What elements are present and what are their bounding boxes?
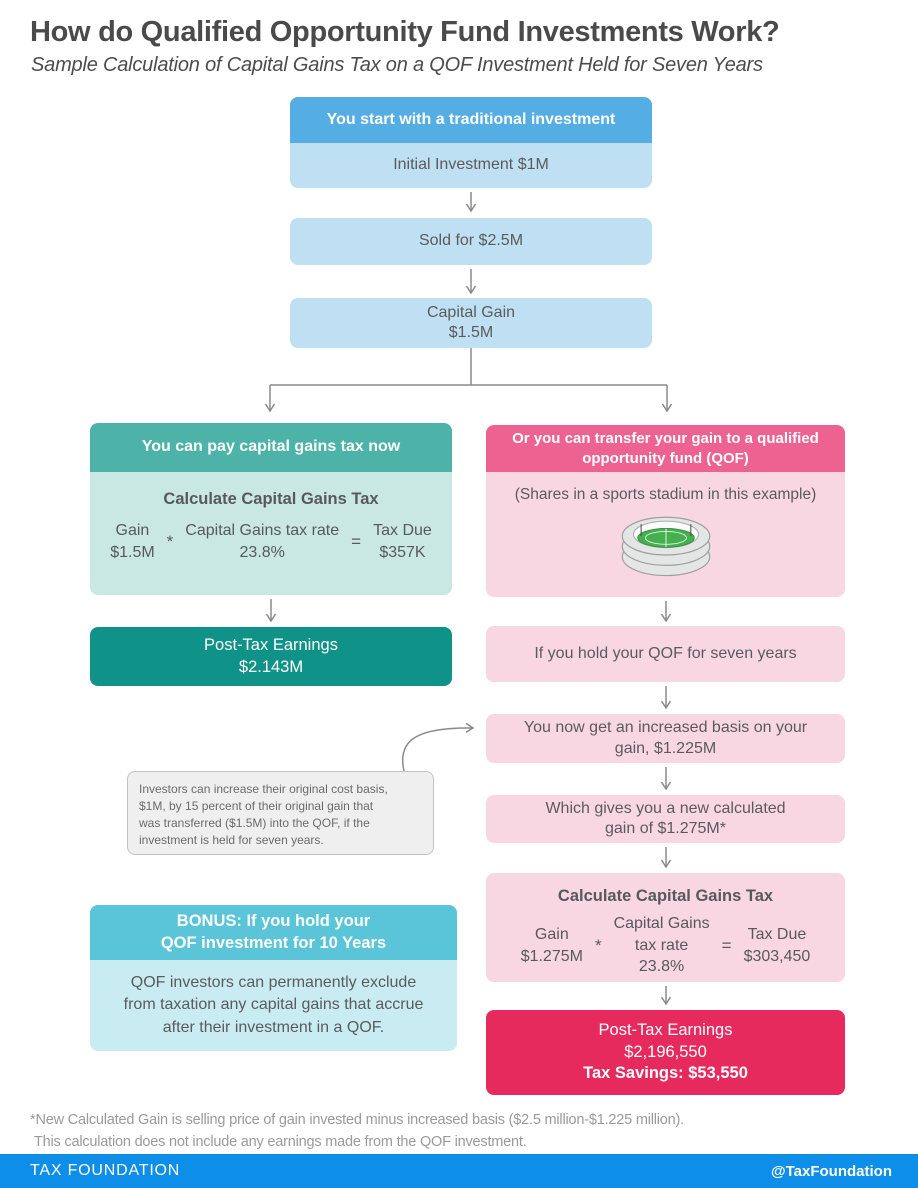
equals-operator-left: = bbox=[351, 531, 362, 551]
note-line-2: $1M, by 15 percent of their original gain that bbox=[139, 799, 374, 814]
new-gain-box bbox=[486, 795, 845, 843]
pay-now-header-box bbox=[90, 423, 452, 472]
brand-logo: TAX FOUNDATION bbox=[30, 1162, 181, 1179]
initial-investment-box bbox=[290, 143, 652, 188]
footnote-line2: This calculation does not include any earnings made from the QOF investment. bbox=[34, 1133, 527, 1150]
new-gain-line1: Which gives you a new calculated bbox=[545, 799, 786, 817]
calc-tax-left-box bbox=[90, 472, 452, 595]
post-tax-left-value: $2.143M bbox=[238, 657, 304, 676]
calc-title-right: Calculate Capital Gains Tax bbox=[557, 887, 774, 905]
footnote-line1: *New Calculated Gain is selling price of gain invested minus increased basis ($2.5 million-$1.225 million). bbox=[30, 1112, 684, 1128]
bonus-header-line2: QOF investment for 10 Years bbox=[160, 933, 387, 952]
due-term-left bbox=[373, 520, 432, 563]
due-term-right bbox=[744, 924, 811, 967]
post-tax-left-box bbox=[90, 627, 452, 686]
gain-value-right: $1.275M bbox=[520, 947, 583, 965]
hold-seven-years-label: If you hold your QOF for seven years bbox=[534, 644, 797, 662]
capital-gain-value: $1.5M bbox=[448, 324, 494, 341]
post-tax-right-box bbox=[486, 1010, 845, 1095]
basis-note-box bbox=[127, 771, 434, 855]
increased-basis-line1: You now get an increased basis on your bbox=[523, 719, 808, 737]
rate-term-left bbox=[185, 520, 339, 563]
rate-value-left: 23.8% bbox=[239, 543, 285, 561]
sold-for-label: Sold for $2.5M bbox=[418, 232, 524, 250]
due-label-right: Tax Due bbox=[747, 925, 807, 943]
times-operator-right: * bbox=[594, 935, 602, 955]
gain-term-left bbox=[110, 520, 154, 563]
stadium-example-box bbox=[486, 472, 845, 597]
page-subtitle: Sample Calculation of Capital Gains Tax on a QOF Investment Held for Seven Years bbox=[31, 54, 763, 76]
rate-label-left: Capital Gains tax rate bbox=[185, 522, 340, 540]
gain-term-right bbox=[521, 924, 583, 967]
stadium-example-label: (Shares in a sports stadium in this example) bbox=[514, 486, 817, 503]
bonus-body-line3: after their investment in a QOF. bbox=[162, 1018, 385, 1036]
bonus-body-box bbox=[90, 960, 457, 1051]
bonus-body-line2: from taxation any capital gains that accrue bbox=[123, 996, 424, 1014]
note-line-1: Investors can increase their original cost basis, bbox=[139, 782, 388, 796]
qof-header-box bbox=[486, 425, 845, 472]
rate-label-right-line1: Capital Gains bbox=[613, 915, 710, 933]
sold-for-box bbox=[290, 218, 652, 265]
capital-gain-label: Capital Gain bbox=[426, 303, 516, 321]
note-line-4: investment is held for seven years. bbox=[139, 833, 324, 848]
qof-header-line2: opportunity fund (QOF) bbox=[582, 449, 749, 467]
capital-gain-box bbox=[290, 298, 652, 348]
equals-operator-right: = bbox=[721, 935, 732, 955]
page-title: How do Qualified Opportunity Fund Investments Work? bbox=[30, 16, 780, 48]
footnote bbox=[30, 1110, 684, 1154]
start-header-box bbox=[290, 97, 652, 143]
qof-header-line1: Or you can transfer your gain to a qualified bbox=[512, 430, 819, 448]
pay-now-header-label: You can pay capital gains tax now bbox=[141, 438, 401, 456]
gain-label-left: Gain bbox=[115, 522, 150, 540]
formula-right bbox=[521, 913, 811, 978]
twitter-handle: @TaxFoundation bbox=[770, 1162, 892, 1180]
start-header-label: You start with a traditional investment bbox=[326, 110, 616, 128]
rate-label-right-line2: tax rate bbox=[634, 936, 689, 954]
due-value-left: $357K bbox=[379, 543, 426, 561]
initial-investment-label: Initial Investment $1M bbox=[393, 156, 549, 174]
bonus-header-line1: BONUS: If you hold your bbox=[176, 912, 371, 931]
gain-value-left: $1.5M bbox=[110, 543, 155, 561]
post-tax-right-value: $2,196,550 bbox=[624, 1042, 707, 1061]
post-tax-right-label: Post-Tax Earnings bbox=[598, 1021, 733, 1040]
formula-left bbox=[110, 520, 432, 563]
new-gain-line2: gain of $1.275M* bbox=[605, 820, 726, 837]
due-label-left: Tax Due bbox=[373, 522, 432, 540]
hold-seven-years-box bbox=[486, 626, 845, 682]
post-tax-left-label: Post-Tax Earnings bbox=[204, 636, 338, 655]
gain-label-right: Gain bbox=[534, 925, 569, 943]
rate-term-right bbox=[614, 913, 710, 978]
increased-basis-box bbox=[486, 714, 845, 763]
increased-basis-line2: gain, $1.225M bbox=[614, 739, 717, 757]
curved-arrow-note-to-basis bbox=[403, 728, 473, 771]
due-value-right: $303,450 bbox=[743, 947, 811, 965]
calc-tax-right-box bbox=[486, 873, 845, 982]
bonus-body-line1: QOF investors can permanently exclude bbox=[130, 973, 417, 991]
bonus-header-box bbox=[90, 905, 457, 960]
sports-stadium-icon bbox=[610, 507, 722, 579]
rate-value-right: 23.8% bbox=[638, 958, 685, 976]
calc-title-left: Calculate Capital Gains Tax bbox=[163, 490, 379, 508]
times-operator-left: * bbox=[166, 531, 174, 551]
footer-bar bbox=[0, 1154, 918, 1188]
note-line-3: was transferred ($1.5M) into the QOF, if the bbox=[139, 816, 370, 831]
tax-savings-value: Tax Savings: $53,550 bbox=[583, 1064, 748, 1083]
